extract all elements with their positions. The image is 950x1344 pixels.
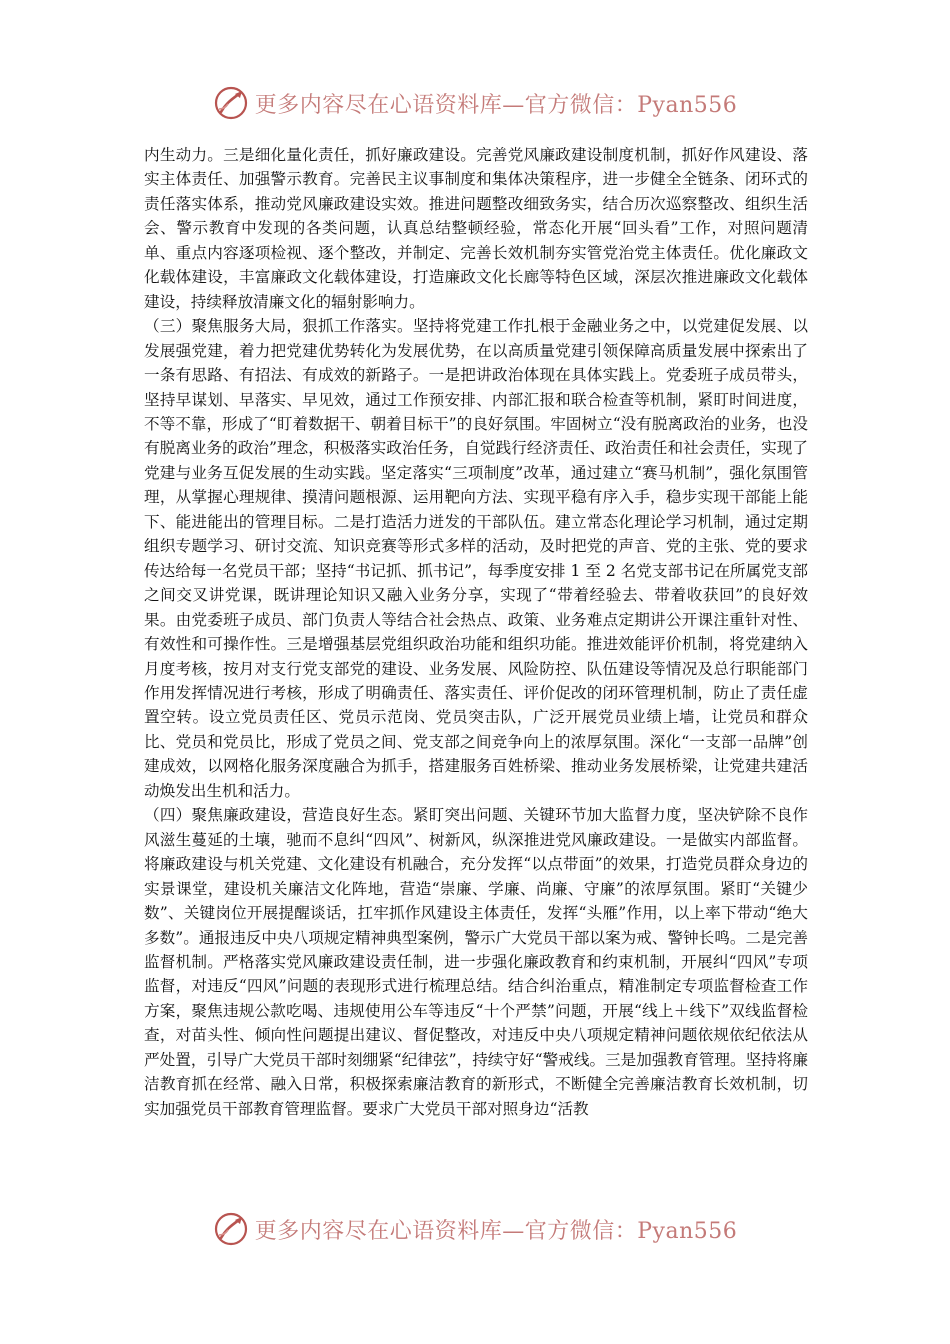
pen-logo-icon [213, 85, 249, 121]
watermark-text: 更多内容尽在心语资料库—官方微信：Pyan556 [254, 1218, 738, 1244]
header-watermark-banner [0, 82, 950, 124]
pen-logo-icon [213, 1211, 249, 1247]
footer-watermark-banner [0, 1208, 950, 1250]
body-paragraph: （三）聚焦服务大局，狠抓工作落实。坚持将党建工作扎根于金融业务之中，以党建促发展、以发展强党建，着力把党建优势转化为发展优势，在以高质量党建引领保障高质量发展中探索出了一条有思路、有招法、有成效的新路子。一是把讲政治体现在具体实践上。党委班子成员带头，坚持早谋划、早落实、早见效，通过工作预安排、内部汇报和联合检查等机制，紧盯时间进度，不等不靠，形成了“盯着数据干、朝着目标干”的良好氛围。牢固树立“没有脱离政治的业务，也没有脱离业务的政治”理念，积极落实政治任务，自觉践行经济责任、政治责任和社会责任，实现了党建与业务互促发展的生动实践。坚定落实“三项制度”改革，通过建立“赛马机制”，强化氛围管理，从掌握心理规律、摸清问题根源、运用靶向方法、实现平稳有序入手，稳步实现干部能上能下、能进能出的管理目标。二是打造活力迸发的干部队伍。建立常态化理论学习机制，通过定期组织专题学习、研讨交流、知识竞赛等形式多样的活动，及时把党的声音、党的主张、党的要求传达给每一名党员干部；坚持“书记抓、抓书记”，每季度安排 1 至 2 名党支部书记在所属党支部之间交叉讲党课，既讲理论知识又融入业务分享，实现了“带着经验去、带着收获回”的良好效果。由党委班子成员、部门负责人等结合社会热点、政策、业务难点定期讲公开课注重针对性、有效性和可操作性。三是增强基层党组织政治功能和组织功能。推进效能评价机制，将党建纳入月度考核，按月对支行党支部党的建设、业务发展、风险防控、队伍建设等情况及总行职能部门作用发挥情况进行考核，形成了明确责任、落实责任、评价促改的闭环管理机制，防止了责任虚置空转。设立党员责任区、党员示范岗、党员突击队，广泛开展党员业绩上墙，让党员和群众比、党员和党员比，形成了党员之间、党支部之间竞争向上的浓厚氛围。深化“一支部一品牌”创建成效，以网格化服务深度融合为抓手，搭建服务百姓桥梁、推动业务发展桥梁，让党建共建活动焕发出生机和活力。 [144, 317, 808, 800]
body-paragraph: （四）聚焦廉政建设，营造良好生态。紧盯突出问题、关键环节加大监督力度，坚决铲除不良作风滋生蔓延的土壤，驰而不息纠“四风”、树新风，纵深推进党风廉政建设。一是做实内部监督。将廉政建设与机关党建、文化建设有机融合，充分发挥“以点带面”的效果，打造党员群众身边的实景课堂，建设机关廉洁文化阵地，营造“崇廉、学廉、尚廉、守廉”的浓厚氛围。紧盯“关键少数”、关键岗位开展提醒谈话，扛牢抓作风建设主体责任，发挥“头雁”作用，以上率下带动“绝大多数”。通报违反中央八项规定精神典型案例，警示广大党员干部以案为戒、警钟长鸣。二是完善监督机制。严格落实党风廉政建设责任制，进一步强化廉政教育和约束机制，开展纠“四风”专项监督，对违反“四风”问题的表现形式进行梳理总结。结合纠治重点，精准制定专项监督检查工作方案，聚焦违规公款吃喝、违规使用公车等违反“十个严禁”问题，开展“线上＋线下”双线监督检查，对苗头性、倾向性问题提出建议、督促整改，对违反中央八项规定精神问题依规依纪依法从严处置，引导广大党员干部时刻绷紧“纪律弦”，持续守好“警戒线。三是加强教育管理。坚持将廉洁教育抓在经常、融入日常，积极探索廉洁教育的新形式，不断健全完善廉洁教育长效机制，切实加强党员干部教育管理监督。要求广大党员干部对照身边“活教 [144, 806, 808, 1118]
document-body [144, 143, 808, 1121]
watermark-text: 更多内容尽在心语资料库—官方微信：Pyan556 [254, 92, 738, 118]
body-paragraph: 内生动力。三是细化量化责任，抓好廉政建设。完善党风廉政建设制度机制，抓好作风建设、落实主体责任、加强警示教育。完善民主议事制度和集体决策程序，进一步健全全链条、闭环式的责任落实体系，推动党风廉政建设实效。推进问题整改细致务实，结合历次巡察整改、组织生活会、警示教育中发现的各类问题，认真总结整顿经验，常态化开展“回头看”工作，对照问题清单、重点内容逐项检视、逐个整改，并制定、完善长效机制夯实管党治党主体责任。优化廉政文化载体建设，丰富廉政文化载体建设，打造廉政文化长廊等特色区域，深层次推进廉政文化载体建设，持续释放清廉文化的辐射影响力。 [144, 146, 808, 311]
